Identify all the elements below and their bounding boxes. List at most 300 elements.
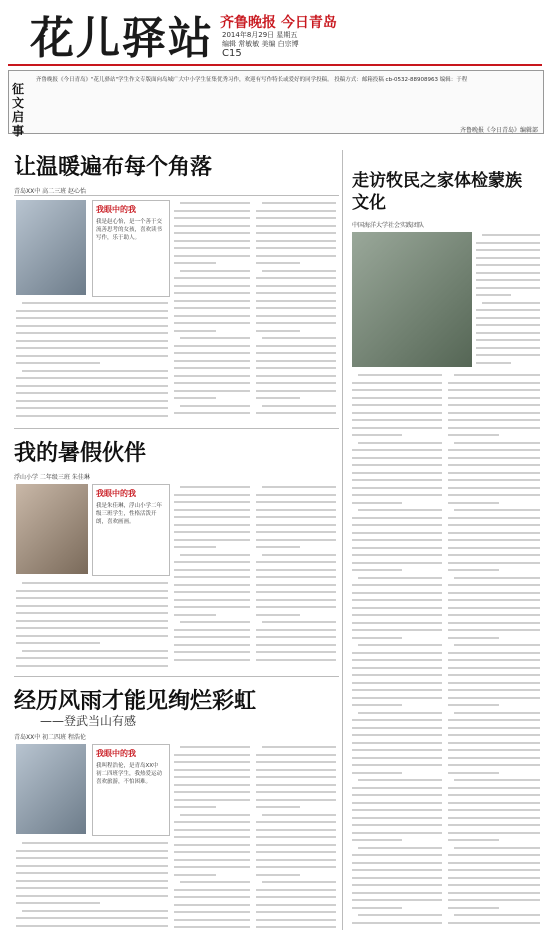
notice-footer: 齐鲁晚报《今日青岛》编辑部 [460,127,539,134]
text-line [454,779,540,781]
text-line [476,309,540,311]
text-line [256,866,336,868]
text-line [482,234,540,236]
article1-body-col3 [256,200,336,420]
text-line [454,374,540,376]
article3-body-col3 [256,484,336,670]
text-line [174,799,250,801]
text-line [352,479,442,481]
text-line [352,599,442,601]
text-line [174,644,250,646]
text-line [352,412,442,414]
text-line [256,806,300,808]
text-line [262,202,336,204]
text-line [448,727,540,729]
text-line [352,689,442,691]
text-line [256,644,336,646]
text-line [22,370,168,372]
text-line [352,607,442,609]
text-line [174,360,250,362]
text-line [358,914,442,916]
text-line [16,415,168,417]
text-line [16,895,168,897]
text-line [174,836,250,838]
text-line [448,907,499,909]
text-line [448,412,540,414]
text-line [262,814,336,816]
article1-intro-label: 我眼中的我 [96,205,136,214]
text-line [352,719,442,721]
text-line [454,442,540,444]
text-line [352,749,442,751]
text-line [352,817,442,819]
text-line [448,554,540,556]
text-line [174,911,250,913]
text-line [22,910,168,912]
text-line [352,629,442,631]
text-line [174,330,216,332]
text-line [174,501,250,503]
text-line [256,561,336,563]
text-line [454,509,540,511]
text-line [256,300,336,302]
text-line [448,899,540,901]
text-line [448,419,540,421]
text-line [256,330,300,332]
text-line [256,516,336,518]
text-line [352,757,442,759]
text-line [256,345,336,347]
text-line [476,332,540,334]
text-line [16,310,168,312]
text-line [256,591,336,593]
text-line [476,317,540,319]
text-line [352,809,442,811]
text-line [352,592,442,594]
article3-intro-text: 我是朱佳琳，浮山小学二年级三班学生，性格活泼开朗，喜欢画画。 [96,503,163,525]
text-line [448,869,540,871]
text-line [174,576,250,578]
text-line [476,264,540,266]
text-line [352,922,442,924]
text-line [352,742,442,744]
text-line [174,232,250,234]
text-line [352,382,442,384]
text-line [16,362,100,364]
text-line [448,524,540,526]
text-line [174,375,250,377]
text-line [352,487,442,489]
text-line [256,352,336,354]
text-line [256,494,336,496]
text-line [476,362,511,364]
text-line [448,682,540,684]
text-line [256,569,336,571]
text-line [174,390,250,392]
text-line [256,576,336,578]
text-line [262,881,336,883]
text-line [448,704,499,706]
text-line [174,584,250,586]
text-line [174,591,250,593]
text-line [352,554,442,556]
text-line [256,799,336,801]
text-line [16,850,168,852]
text-line [256,232,336,234]
text-line [22,582,168,584]
text-line [16,325,168,327]
text-line [16,332,168,334]
text-line [256,210,336,212]
text-line [352,584,442,586]
text-line [174,307,250,309]
article3-body-col1 [16,580,168,670]
text-line [352,397,442,399]
text-line [448,472,540,474]
page-number: C15 [222,48,242,59]
text-line [16,385,168,387]
text-line [256,225,336,227]
text-line [174,874,216,876]
text-line [174,277,250,279]
text-line [448,382,540,384]
text-line [22,842,168,844]
text-line [352,427,442,429]
text-line [16,880,168,882]
text-line [262,337,336,339]
text-line [16,590,168,592]
text-line [174,829,250,831]
text-line [448,592,540,594]
text-line [180,881,250,883]
text-line [16,887,168,889]
text-line [352,854,442,856]
text-line [448,832,540,834]
text-line [16,620,168,622]
text-line [448,517,540,519]
text-line [448,457,540,459]
text-line [352,697,442,699]
text-line [352,682,442,684]
text-line [16,642,100,644]
text-line [174,285,250,287]
text-line [174,859,250,861]
text-line [256,255,336,257]
text-line [352,419,442,421]
text-line [174,546,216,548]
text-line [256,397,300,399]
text-line [448,389,540,391]
text-line [448,667,540,669]
text-line [16,392,168,394]
text-line [174,225,250,227]
article1-intro-text: 我是赵心怡，是一个善于交流善思考的女孩，喜欢读书写作，乐于助人。 [96,219,163,241]
text-line [22,302,168,304]
text-line [16,902,100,904]
text-line [256,315,336,317]
text-line [256,360,336,362]
text-line [448,427,540,429]
text-line [174,322,250,324]
text-line [16,665,168,667]
text-line [174,315,250,317]
text-line [448,397,540,399]
text-line [256,509,336,511]
text-line [174,539,250,541]
text-line [476,347,540,349]
text-line [256,240,336,242]
text-line [358,644,442,646]
text-line [256,412,336,414]
text-line [352,502,402,504]
text-line [352,464,442,466]
text-line [476,249,540,251]
text-line [174,292,250,294]
article1-byline: 青岛XX中 高二三班 赵心怡 [14,188,87,195]
text-line [448,689,540,691]
text-line [358,712,442,714]
article4-byline: 青岛XX中 初二四班 程浩伦 [14,734,87,741]
text-line [448,787,540,789]
text-line [256,599,336,601]
page-title: 花儿驿站 [30,13,214,64]
text-line [174,397,216,399]
text-line [256,911,336,913]
text-line [352,457,442,459]
text-line [448,607,540,609]
text-line [448,404,540,406]
text-line [352,569,402,571]
text-line [454,712,540,714]
text-line [448,637,499,639]
article3-rule [14,428,339,429]
text-line [448,742,540,744]
text-line [352,449,442,451]
text-line [256,636,336,638]
text-line [16,347,168,349]
text-line [448,809,540,811]
text-line [448,824,540,826]
text-line [256,874,300,876]
text-line [16,597,168,599]
text-line [16,355,168,357]
article4-body-col3 [256,744,336,932]
text-line [256,546,300,548]
text-line [174,851,250,853]
text-line [448,884,540,886]
text-line [256,919,336,921]
text-line [174,382,250,384]
text-line [476,279,540,281]
text-line [358,847,442,849]
text-line [448,719,540,721]
text-line [352,802,442,804]
text-line [174,345,250,347]
text-line [256,859,336,861]
text-line [256,851,336,853]
article3-body-col2 [174,484,250,670]
article2-photo [352,232,472,367]
text-line [352,727,442,729]
text-line [262,486,336,488]
text-line [476,339,540,341]
text-line [352,734,442,736]
text-line [22,650,168,652]
text-line [352,614,442,616]
text-line [174,761,250,763]
text-line [256,307,336,309]
text-line [256,277,336,279]
text-line [256,375,336,377]
text-line [448,922,540,924]
article2-body-col2 [352,372,442,932]
text-line [256,390,336,392]
text-line [262,621,336,623]
text-line [174,926,250,928]
text-line [180,814,250,816]
text-line [174,262,216,264]
text-line [16,407,168,409]
text-line [174,904,250,906]
text-line [174,896,250,898]
text-line [448,494,540,496]
text-line [256,614,300,616]
text-line [256,776,336,778]
text-line [454,847,540,849]
text-line [352,704,402,706]
text-line [448,802,540,804]
text-line [448,502,499,504]
text-line [174,247,250,249]
text-line [256,926,336,928]
text-line [174,240,250,242]
article2-title: 走访牧民之家体检蒙族文化 [352,171,522,213]
text-line [16,872,168,874]
text-line [174,367,250,369]
article1-rule [14,195,339,196]
text-line [352,404,442,406]
text-line [448,757,540,759]
text-line [476,257,540,259]
text-line [448,562,540,564]
text-line [262,270,336,272]
article2-byline: 中国海洋大学社会实践团队 [352,222,425,229]
text-line [174,844,250,846]
text-line [16,925,168,927]
text-line [352,877,442,879]
text-line [352,389,442,391]
text-line [358,442,442,444]
text-line [16,400,168,402]
text-line [16,627,168,629]
text-line [256,829,336,831]
text-line [174,806,216,808]
text-line [256,769,336,771]
newspaper-logo: 齐鲁晚报 今日青岛 [220,15,337,31]
text-line [476,354,540,356]
article4-rule [14,676,339,677]
text-line [180,337,250,339]
text-line [352,787,442,789]
text-line [358,509,442,511]
text-line [174,629,250,631]
text-line [256,539,336,541]
text-line [352,892,442,894]
article1-title: 让温暖遍布每个角落 [14,154,213,180]
text-line [256,784,336,786]
editor-credit: 编辑 常敏敏 美编 白宗博 [222,40,299,48]
text-line [352,674,442,676]
text-line [174,561,250,563]
text-line [256,584,336,586]
text-line [476,287,540,289]
text-line [448,839,499,841]
issue-date: 2014年8月29日 星期五 [222,31,298,39]
text-line [256,367,336,369]
article2-body-col1 [476,232,540,367]
text-line [448,629,540,631]
text-line [454,644,540,646]
text-line [256,217,336,219]
article2-body-col3 [448,372,540,932]
text-line [180,202,250,204]
text-line [448,854,540,856]
text-line [16,657,168,659]
text-line [352,472,442,474]
text-line [352,524,442,526]
text-line [174,599,250,601]
text-line [256,531,336,533]
text-line [358,374,442,376]
text-line [352,652,442,654]
text-line [448,862,540,864]
text-line [180,554,250,556]
text-line [180,405,250,407]
text-line [358,779,442,781]
article4-body-col1 [16,840,168,932]
text-line [262,554,336,556]
text-line [174,919,250,921]
article4-body-col2 [174,744,250,932]
text-line [174,784,250,786]
article4-intro-text: 我叫程浩伦，是青岛XX中初二四班学生，我热爱运动喜欢旅游，不怕困难。 [96,763,163,785]
text-line [174,776,250,778]
text-line [256,889,336,891]
text-line [476,294,511,296]
text-line [174,569,250,571]
text-line [174,651,250,653]
text-line [174,636,250,638]
text-line [174,210,250,212]
text-line [448,449,540,451]
text-line [256,322,336,324]
text-line [174,614,216,616]
text-line [448,532,540,534]
text-line [352,764,442,766]
text-line [180,621,250,623]
text-line [448,749,540,751]
notice-label: 征文启事 [12,82,25,138]
article3-intro-label: 我眼中的我 [96,489,136,498]
text-line [352,517,442,519]
text-line [256,285,336,287]
text-line [448,614,540,616]
text-line [180,746,250,748]
text-line [352,839,402,841]
text-line [262,746,336,748]
article1-body-col1 [16,300,168,420]
text-line [448,764,540,766]
